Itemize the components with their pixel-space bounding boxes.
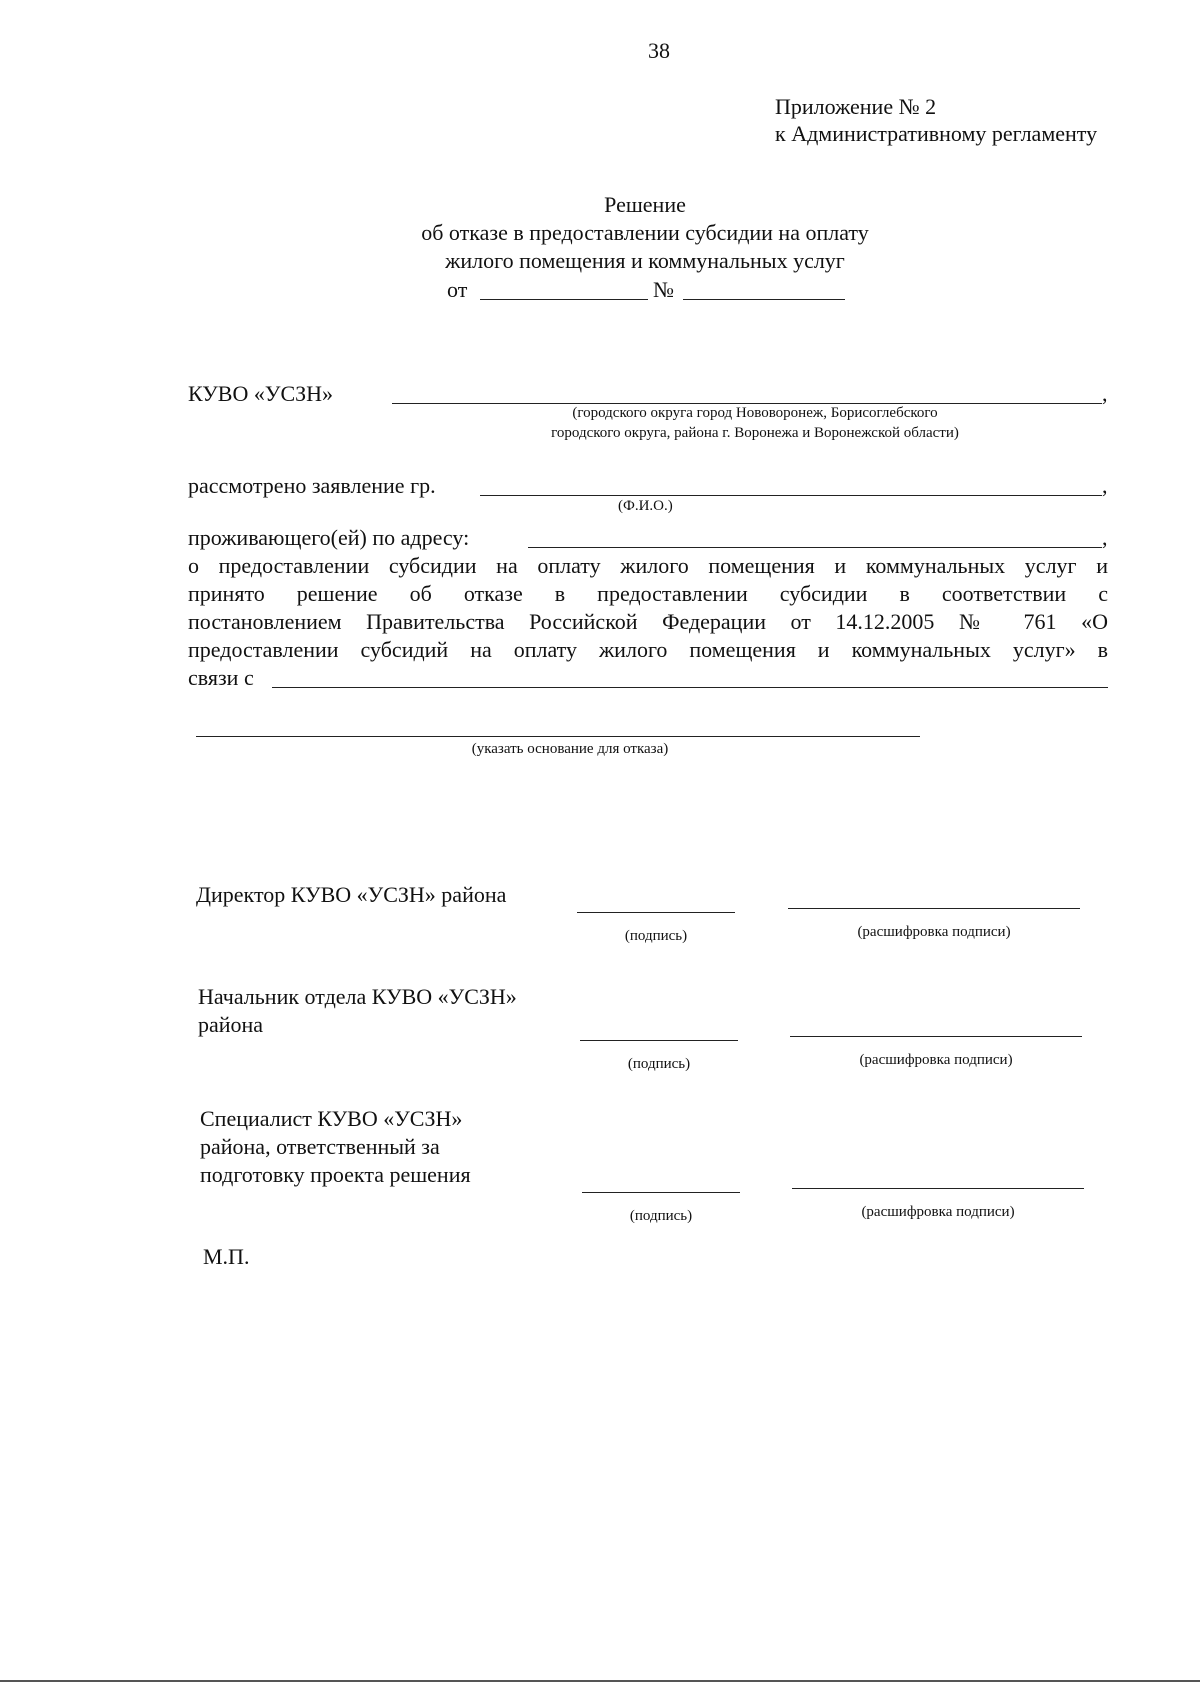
applicant-field-line[interactable]: [480, 495, 1102, 496]
signature-head-line[interactable]: [580, 1040, 738, 1041]
signature-specialist-hint: (подпись): [629, 1208, 693, 1224]
signer-specialist-title-line-3: подготовку проекта решения: [200, 1162, 471, 1187]
stamp-place-label: М.П.: [203, 1244, 250, 1269]
appendix-line-1: Приложение № 2: [775, 94, 937, 119]
applicant-label: рассмотрено заявление гр.: [188, 473, 436, 498]
decode-specialist-hint: (расшифровка подписи): [861, 1204, 1015, 1220]
reason-hint: (указать основание для отказа): [471, 741, 669, 757]
decode-specialist-line[interactable]: [792, 1188, 1084, 1189]
date-prefix: от: [447, 277, 468, 302]
body-line-1: о предоставлении субсидии на оплату жилого помещения и коммунальных услуг и: [188, 553, 1108, 578]
address-field-line[interactable]: [528, 547, 1102, 548]
signature-director-line[interactable]: [577, 912, 735, 913]
signer-head-title-line-1: Начальник отдела КУВО «УСЗН»: [198, 984, 517, 1009]
address-comma: ,: [1102, 525, 1108, 550]
org-label: КУВО «УСЗН»: [188, 381, 334, 406]
address-label: проживающего(ей) по адресу:: [188, 525, 470, 550]
document-subtitle-line-2: жилого помещения и коммунальных услуг: [445, 248, 845, 273]
signer-head-title-line-2: района: [198, 1012, 264, 1037]
signer-director-title: Директор КУВО «УСЗН» района: [196, 882, 507, 907]
body-line-2: принято решение об отказе в предоставлении субсидии в соответствии с: [188, 581, 1108, 606]
document-title: Решение: [604, 192, 686, 217]
number-prefix: №: [653, 277, 674, 302]
decode-head-line[interactable]: [790, 1036, 1082, 1037]
document-subtitle-line-1: об отказе в предоставлении субсидии на оплату: [421, 220, 869, 245]
signature-specialist-line[interactable]: [582, 1192, 740, 1193]
reason-field-line-1[interactable]: [272, 687, 1108, 688]
org-comma: ,: [1102, 381, 1108, 406]
number-field-line[interactable]: [683, 299, 845, 300]
applicant-hint: (Ф.И.О.): [618, 498, 673, 514]
decode-head-hint: (расшифровка подписи): [859, 1052, 1013, 1068]
signature-director-hint: (подпись): [624, 928, 688, 944]
applicant-comma: ,: [1102, 473, 1108, 498]
org-hint-line-1: (городского округа город Нововоронеж, Борисоглебского: [572, 405, 938, 421]
decode-director-hint: (расшифровка подписи): [857, 924, 1011, 940]
reason-field-line-2[interactable]: [196, 736, 920, 737]
signer-specialist-title-line-1: Специалист КУВО «УСЗН»: [200, 1106, 463, 1131]
page-number: 38: [648, 38, 670, 63]
signature-head-hint: (подпись): [627, 1056, 691, 1072]
scan-edge-line: [0, 1680, 1200, 1682]
signer-specialist-title-line-2: района, ответственный за: [200, 1134, 440, 1159]
decode-director-line[interactable]: [788, 908, 1080, 909]
appendix-line-2: к Административному регламенту: [775, 121, 1098, 146]
reason-label: связи с: [188, 665, 254, 690]
body-line-3: постановлением Правительства Российской Федерации от 14.12.2005 № 761 «О: [188, 609, 1108, 634]
date-field-line[interactable]: [480, 299, 648, 300]
org-hint-line-2: городского округа, района г. Воронежа и Воронежской области): [551, 425, 959, 441]
body-line-4: предоставлении субсидий на оплату жилого помещения и коммунальных услуг» в: [188, 637, 1108, 662]
